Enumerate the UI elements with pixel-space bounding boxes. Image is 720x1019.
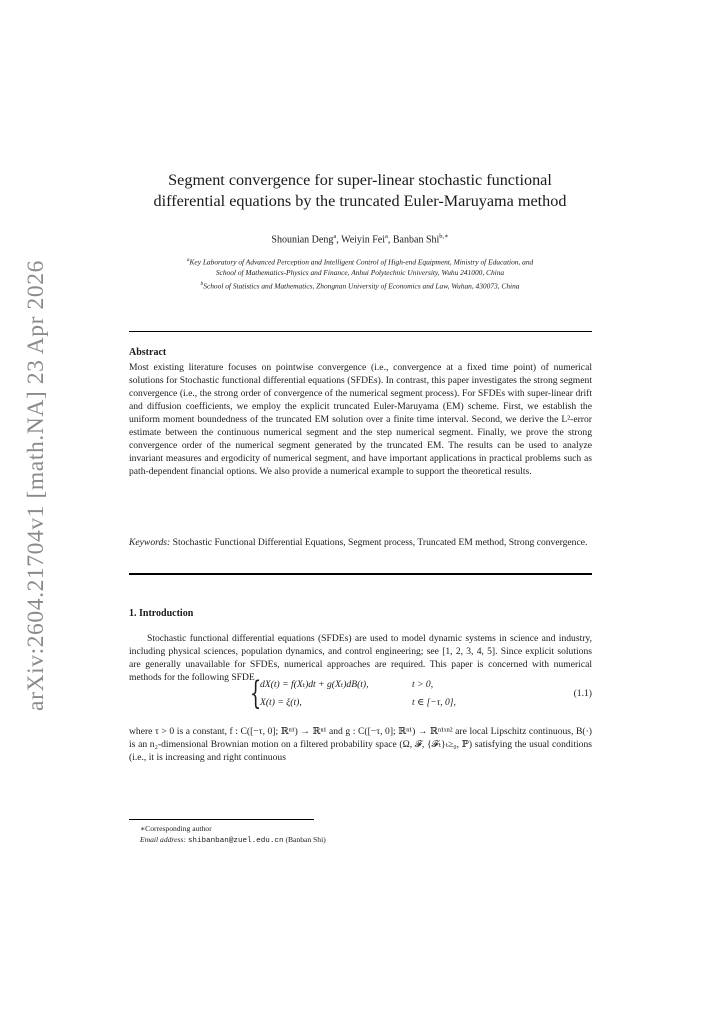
author-name: Shounian Deng [271,234,334,246]
abstract-text: Most existing literature focuses on pointwise convergence (i.e., convergence at a fixed time point) of numerical solutions for Stochastic functional differential equations (SFDEs). In contrast, this paper investigates the strong segment convergence (i.e., the strong order of convergence of the numerical segment process). For SFDEs with super-linear drift and diffusion coefficients, we employ the explicit truncated Euler-Maruyama (EM) scheme. First, we establish the uniform moment boundedness of the truncated EM solution over a finite time interval. Second, we derive the L²-error estimate between the continuous numerical segment and the step numerical segment. Finally, we prove the strong convergence order of the numerical segment generated by the truncated EM. The results can be used to analyze invariant measures and ergodicity of numerical segment, and have important applications in practical problems such as path-dependent financial options. We also provide a numerical example to support the theoretical results. [129,362,592,477]
author-name: Banban Shi [392,234,440,246]
equation-line-1: dX(t) = f(Xₜ)dt + g(Xₜ)dB(t), [260,679,369,690]
footnote-corresponding: ∗Corresponding author [140,824,212,833]
affil-mark: b [200,280,204,287]
keywords-text: Stochastic Functional Differential Equations, Segment process, Truncated EM method, Strong convergence. [172,537,588,548]
abstract-bottom-rule [129,573,592,575]
affil-text: School of Statistics and Mathematics, Zhongnan University of Economics and Law, Wuhan, 430073, China [203,281,520,291]
author-affil-mark: a [385,233,388,240]
section-heading: 1. Introduction [129,608,194,619]
paper-title [100,170,620,212]
author-name: Weiyin Fei [341,234,385,246]
footnote-rule [129,819,314,820]
equation-condition-2: t ∈ [−τ, 0], [412,697,456,708]
keywords-label: Keywords: [129,537,171,548]
intro-text: Stochastic functional differential equations (SFDEs) are used to model dynamic systems in science and industry, including physical sciences, population dynamics, and control engineering; see [1, 2, 3, 4, 5]. Since explicit solutions are generally unavailable for SFDEs, numerical approaches are required. This paper is concerned with numerical methods for the following SFDE [129,633,592,683]
email-address: shibanban@zuel.edu.cn [187,837,284,845]
affiliation-line [100,255,620,268]
equation-condition-1: t > 0, [412,679,434,690]
affiliation-line [100,268,620,279]
footnote-email-line [140,834,326,847]
title-line-1: Segment convergence for super-linear stochastic functional [168,171,552,189]
author-affil-mark: a [333,233,337,240]
affil-mark: a [186,257,190,263]
email-label: Email address: [140,835,186,844]
arxiv-stamp-text: arXiv:2604.21704v1 [math.NA] 23 Apr 2026 [22,259,49,711]
author-list: Shounian Deng$^a$, Weiyin Fei$^a$, Banban Shi$^{b,∗}$ [271,233,449,246]
abstract-top-rule [129,331,592,332]
keywords [129,536,592,549]
post-equation-paragraph: where τ > 0 is a constant, f : C([−τ, 0]; ℝⁿ¹) → ℝⁿ¹ and g : C([−τ, 0]; ℝⁿ¹) → ℝⁿ¹ˣⁿ² are local Lipschitz continuous, B(·) is an n₂-dimensional Brownian motion on a filtered probability space (Ω, 𝓕, {𝓕ₜ}ₜ≥₀, ℙ) satisfying the usual conditions (i.e., it is increasing and right continuous [129,726,592,763]
equation-number: (1.1) [573,688,592,699]
equation-line-2: X(t) = ξ(t), [260,697,302,708]
equation-1-1 [250,676,592,716]
affil-text: School of Mathematics-Physics and Finance, Anhui Polytechnic University, Wuhu 241000, China [215,268,505,278]
email-owner: (Banban Shi) [285,835,326,844]
abstract-heading: Abstract [129,347,167,358]
title-line-2: differential equations by the truncated Euler-Maruyama method [153,192,567,210]
affil-text: Key Laboratory of Advanced Perception and Intelligent Control of High-end Equipment, Ministry of Education, and [189,257,534,267]
equation-brace: { [250,674,262,712]
arxiv-stamp [8,259,64,711]
affiliations [100,255,620,292]
author-affil-mark: b,∗ [439,233,449,240]
footnote [140,823,326,847]
affiliation-line [100,279,620,292]
